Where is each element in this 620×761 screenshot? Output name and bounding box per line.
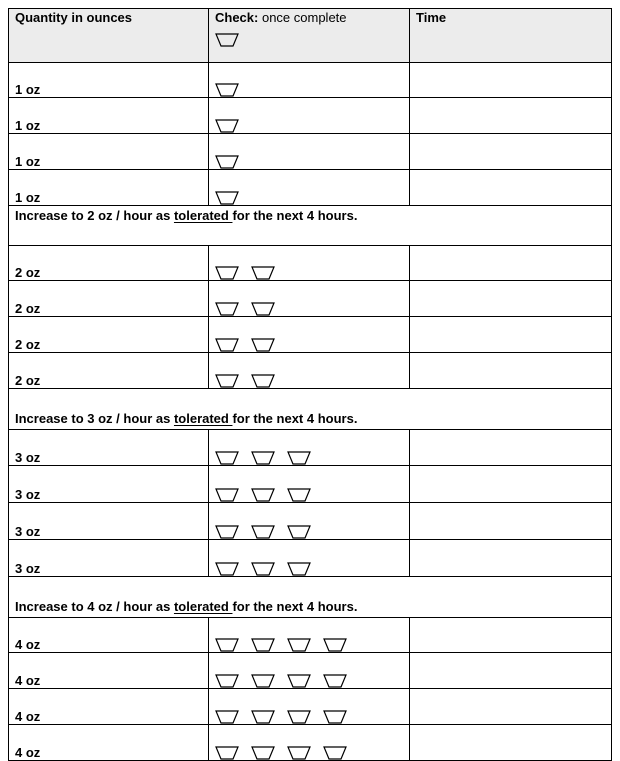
cup-checkbox-icon[interactable] [251,374,275,388]
cup-checkbox-icon[interactable] [251,710,275,724]
cup-checkbox-icon[interactable] [287,562,311,576]
cup-checkbox-group [215,451,409,465]
cup-checkbox-icon[interactable] [215,302,239,316]
table-row [9,689,612,725]
table-row [9,540,612,577]
quantity-label: 3 oz [15,524,41,539]
header-quantity [9,9,209,63]
quantity-cell [9,653,209,689]
cup-checkbox-group [215,155,409,169]
instruction-row [9,206,612,246]
cup-checkbox-icon[interactable] [215,119,239,133]
cup-checkbox-icon[interactable] [215,674,239,688]
check-cell [209,281,410,317]
header-check-rest: once complete [258,10,347,25]
cup-checkbox-icon[interactable] [323,746,347,760]
quantity-cell [9,618,209,653]
check-cell [209,134,410,170]
table-row [9,503,612,540]
time-cell[interactable] [410,317,612,353]
quantity-label: 1 oz [15,190,41,205]
cup-checkbox-icon[interactable] [287,488,311,502]
table-row [9,281,612,317]
cup-checkbox-icon[interactable] [215,562,239,576]
cup-checkbox-icon[interactable] [287,710,311,724]
cup-checkbox-icon[interactable] [287,638,311,652]
cup-checkbox-icon[interactable] [251,451,275,465]
time-cell[interactable] [410,353,612,389]
quantity-label: 4 oz [15,709,41,724]
table-row [9,98,612,134]
quantity-cell [9,98,209,134]
instruction-text [9,206,612,246]
header-time [410,9,612,63]
time-cell[interactable] [410,63,612,98]
quantity-label: 1 oz [15,82,41,97]
quantity-label: 2 oz [15,301,41,316]
table-row [9,63,612,98]
check-cell [209,353,410,389]
check-cell [209,63,410,98]
cup-checkbox-icon[interactable] [251,338,275,352]
quantity-label: 2 oz [15,337,41,352]
quantity-label: 4 oz [15,745,41,760]
header-cup-checkbox[interactable] [215,33,409,47]
check-cell [209,725,410,761]
cup-checkbox-icon[interactable] [215,710,239,724]
check-cell [209,466,410,503]
time-cell[interactable] [410,98,612,134]
instruction-suffix: for the next 4 hours. [232,208,358,223]
cup-checkbox-icon[interactable] [251,746,275,760]
cup-checkbox-group [215,83,409,97]
cup-checkbox-icon[interactable] [215,83,239,97]
quantity-cell [9,540,209,577]
cup-checkbox-icon[interactable] [323,638,347,652]
time-cell[interactable] [410,430,612,466]
instruction-suffix: for the next 4 hours. [232,411,358,426]
quantity-cell [9,281,209,317]
time-cell[interactable] [410,134,612,170]
cup-checkbox-icon[interactable] [215,746,239,760]
cup-checkbox-icon[interactable] [251,562,275,576]
header-check-label [215,10,347,25]
table-row [9,466,612,503]
cup-checkbox-group [215,488,409,502]
cup-checkbox-icon[interactable] [251,525,275,539]
cup-checkbox-group [215,710,409,724]
table-row [9,317,612,353]
cup-checkbox-group [215,338,409,352]
cup-checkbox-icon[interactable] [287,451,311,465]
cup-checkbox-icon[interactable] [215,338,239,352]
quantity-label: 4 oz [15,673,41,688]
cup-checkbox-group [215,191,409,205]
cup-checkbox-icon[interactable] [215,266,239,280]
cup-checkbox-icon[interactable] [215,33,239,47]
cup-checkbox-icon[interactable] [215,155,239,169]
quantity-cell [9,63,209,98]
cup-checkbox-icon[interactable] [323,674,347,688]
time-cell[interactable] [410,689,612,725]
table-row [9,653,612,689]
cup-checkbox-group [215,674,409,688]
cup-checkbox-icon[interactable] [287,525,311,539]
cup-checkbox-group [215,638,409,652]
cup-checkbox-group [215,119,409,133]
header-time-label: Time [416,10,447,25]
cup-checkbox-group [215,525,409,539]
instruction-suffix: for the next 4 hours. [232,599,358,614]
cup-checkbox-icon[interactable] [251,674,275,688]
check-cell [209,98,410,134]
time-cell[interactable] [410,246,612,281]
table-row [9,618,612,653]
quantity-cell [9,466,209,503]
instruction-emphasis: tolerated [173,599,233,614]
cup-checkbox-group [215,374,409,388]
check-cell [209,503,410,540]
cup-checkbox-icon[interactable] [287,746,311,760]
header-check [209,9,410,63]
instruction-row [9,577,612,618]
feeding-log-body [9,9,612,761]
check-cell [209,317,410,353]
table-row [9,170,612,206]
time-cell[interactable] [410,170,612,206]
check-cell [209,689,410,725]
cup-checkbox-icon[interactable] [251,266,275,280]
check-cell [209,246,410,281]
quantity-cell [9,353,209,389]
time-cell[interactable] [410,540,612,577]
quantity-label: 2 oz [15,265,41,280]
time-cell[interactable] [410,618,612,653]
instruction-text [9,577,612,618]
instruction-prefix: Increase to 4 oz / hour as [15,599,174,614]
time-cell[interactable] [410,725,612,761]
quantity-label: 1 oz [15,118,41,133]
cup-checkbox-icon[interactable] [215,191,239,205]
time-cell[interactable] [410,281,612,317]
table-row [9,725,612,761]
instruction-emphasis: tolerated [173,208,233,223]
cup-checkbox-icon[interactable] [323,710,347,724]
time-cell[interactable] [410,503,612,540]
quantity-cell [9,430,209,466]
quantity-label: 2 oz [15,373,41,388]
quantity-cell [9,725,209,761]
quantity-cell [9,317,209,353]
cup-checkbox-icon[interactable] [251,638,275,652]
feeding-log-table [8,8,612,761]
cup-checkbox-group [215,746,409,760]
table-row [9,430,612,466]
quantity-label: 4 oz [15,637,41,652]
check-cell [209,170,410,206]
quantity-cell [9,503,209,540]
instruction-text [9,389,612,430]
cup-checkbox-group [215,266,409,280]
check-cell [209,430,410,466]
check-cell [209,653,410,689]
quantity-label: 3 oz [15,450,41,465]
cup-checkbox-icon[interactable] [251,488,275,502]
table-row [9,134,612,170]
quantity-cell [9,246,209,281]
table-row [9,353,612,389]
cup-checkbox-icon[interactable] [215,488,239,502]
instruction-prefix: Increase to 3 oz / hour as [15,411,174,426]
time-cell[interactable] [410,653,612,689]
cup-checkbox-group [215,562,409,576]
check-cell [209,540,410,577]
table-row [9,246,612,281]
cup-checkbox-icon[interactable] [215,638,239,652]
instruction-row [9,389,612,430]
quantity-cell [9,170,209,206]
instruction-emphasis: tolerated [173,411,233,426]
cup-checkbox-group [215,302,409,316]
quantity-cell [9,134,209,170]
cup-checkbox-icon[interactable] [215,525,239,539]
header-row [9,9,612,63]
quantity-cell [9,689,209,725]
time-cell[interactable] [410,466,612,503]
cup-checkbox-icon[interactable] [251,302,275,316]
instruction-prefix: Increase to 2 oz / hour as [15,208,174,223]
cup-checkbox-icon[interactable] [215,451,239,465]
header-quantity-label: Quantity in ounces [15,10,133,25]
cup-checkbox-icon[interactable] [215,374,239,388]
quantity-label: 1 oz [15,154,41,169]
header-check-bold: Check: [215,10,259,25]
quantity-label: 3 oz [15,487,41,502]
check-cell [209,618,410,653]
cup-checkbox-icon[interactable] [287,674,311,688]
quantity-label: 3 oz [15,561,41,576]
